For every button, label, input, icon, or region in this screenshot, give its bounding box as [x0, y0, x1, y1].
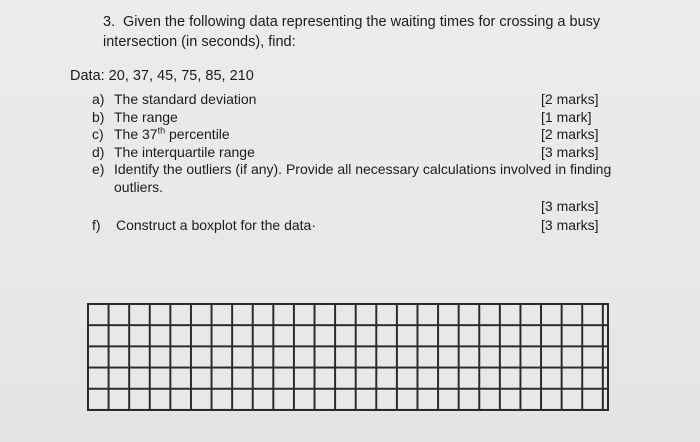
item-label: a): [92, 91, 105, 107]
item-e-marks: [3 marks]: [541, 198, 599, 214]
item-f: [92, 215, 599, 235]
item-label: b): [92, 108, 105, 125]
question-title: [103, 12, 623, 52]
item-label: e): [92, 161, 105, 177]
graph-grid: [87, 303, 609, 411]
item-marks: [2 marks]: [541, 91, 599, 107]
item-text: The standard deviation: [114, 91, 257, 107]
item-marks: [3 marks]: [541, 217, 599, 233]
item-b: [92, 109, 632, 127]
item-text: The interquartile range: [114, 143, 255, 160]
ordinal-suffix: th: [157, 125, 166, 136]
item-text-before: The 37: [114, 126, 158, 142]
item-text: Construct a boxplot for the data·: [116, 217, 316, 233]
item-text: Identify the outliers (if any). Provide all necessary calculations involved in finding outliers.: [114, 161, 612, 195]
item-label: c): [92, 126, 104, 142]
question-number: 3.: [103, 14, 116, 30]
item-text-after: percentile: [165, 126, 230, 142]
item-e: [92, 161, 632, 196]
item-text: [114, 126, 230, 144]
item-c: [92, 126, 632, 144]
item-a: [92, 91, 632, 109]
item-d: [92, 144, 632, 162]
item-label: d): [92, 143, 105, 160]
item-marks: [3 marks]: [541, 143, 599, 160]
question-text: Given the following data representing the waiting times for crossing a busy intersection (in seconds), find:: [103, 14, 601, 50]
item-marks: [1 mark]: [541, 108, 592, 125]
question-items: [92, 91, 632, 196]
data-values: Data: 20, 37, 45, 75, 85, 210: [70, 68, 254, 84]
item-marks: [2 marks]: [541, 126, 599, 142]
item-text: The range: [114, 108, 178, 125]
item-label: f): [92, 217, 101, 233]
